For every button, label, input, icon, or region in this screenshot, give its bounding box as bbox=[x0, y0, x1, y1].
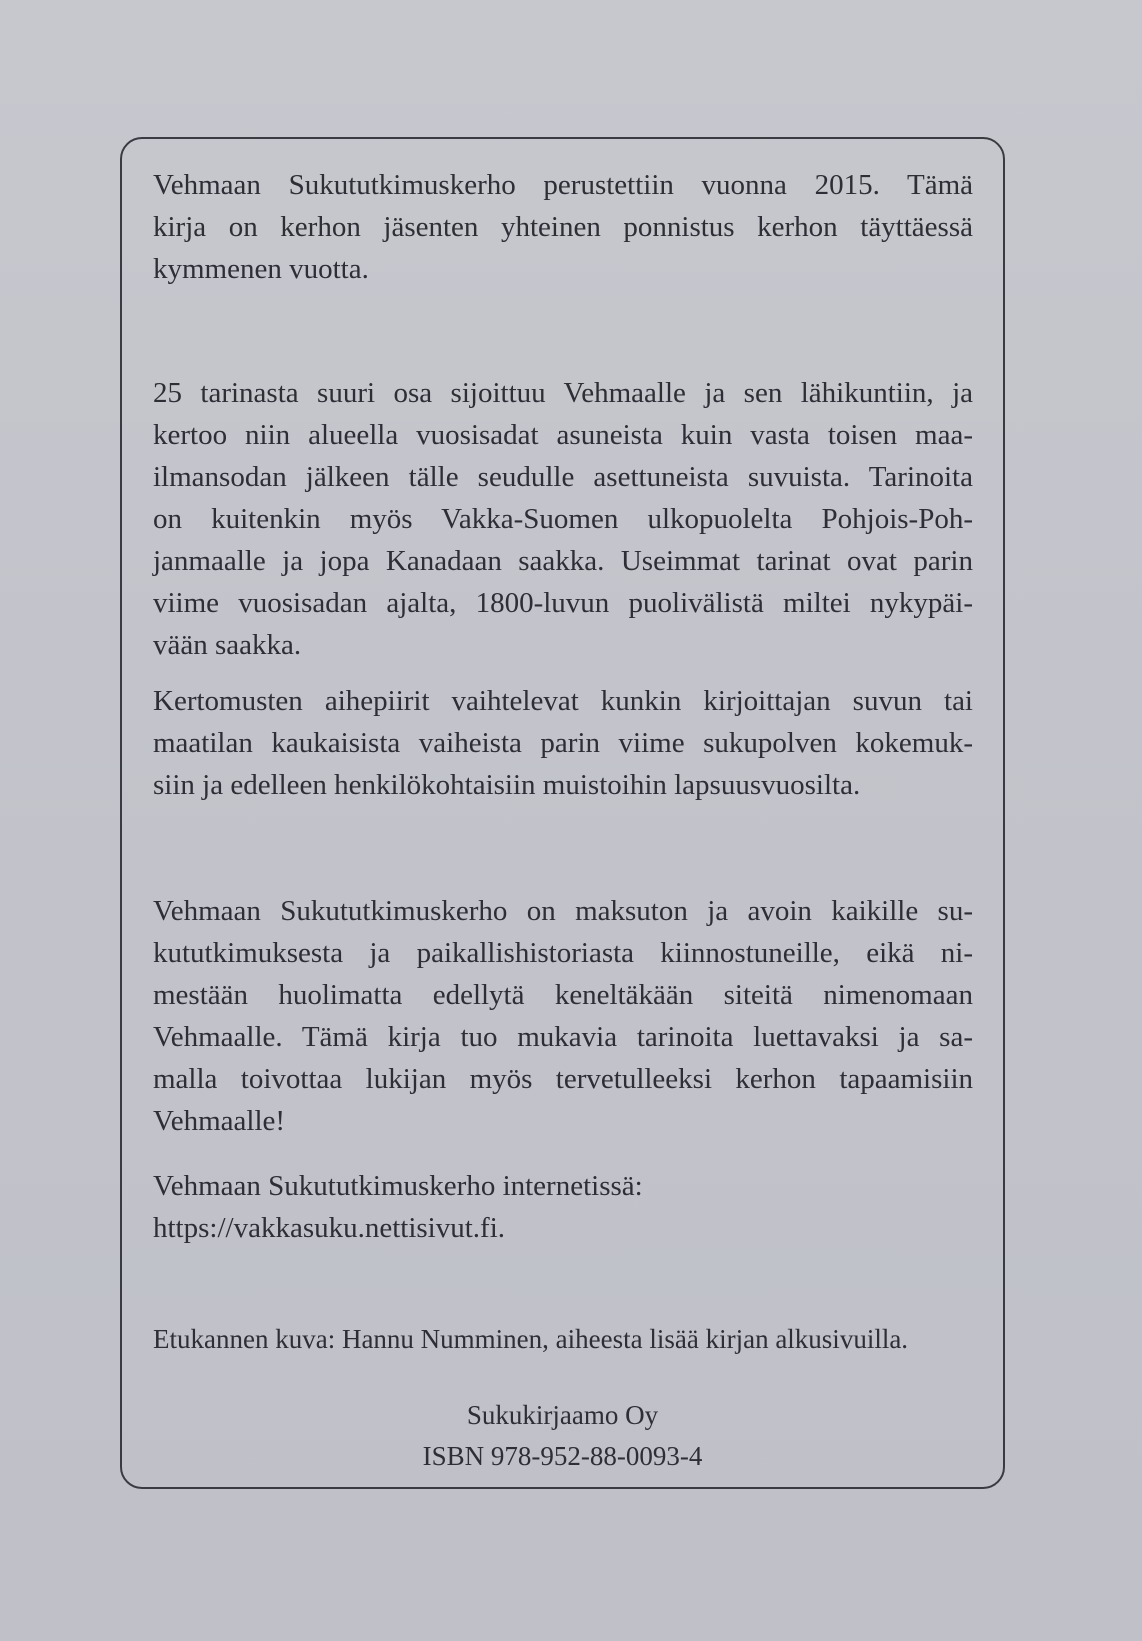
website-paragraph bbox=[153, 1165, 973, 1249]
text-line: 25 tarinasta suuri osa sijoittuu Vehmaalle ja sen lähikuntiin, ja bbox=[153, 377, 973, 409]
publisher-name: Sukukirjaamo Oy bbox=[466, 1400, 659, 1430]
text-line: Vehmaalle! bbox=[153, 1105, 286, 1137]
text-line: kirja on kerhon jäsenten yhteinen ponnistus kerhon täyttäessä bbox=[153, 211, 973, 243]
text-line: viime vuosisadan ajalta, 1800-luvun puolivälistä miltei nykypäi- bbox=[153, 587, 973, 619]
text-line: kymmenen vuotta. bbox=[153, 253, 369, 285]
text-line: kututkimuksesta ja paikallishistoriasta kiinnostuneille, eikä ni- bbox=[153, 937, 973, 969]
themes-paragraph bbox=[153, 680, 973, 806]
club-paragraph bbox=[153, 890, 973, 1142]
text-line: Vehmaalle. Tämä kirja tuo mukavia tarinoita luettavaksi ja sa- bbox=[153, 1021, 973, 1053]
text-line: Kertomusten aihepiirit vaihtelevat kunkin kirjoittajan suvun tai bbox=[153, 685, 973, 717]
text-line: Vehmaan Sukututkimuskerho on maksuton ja avoin kaikille su- bbox=[153, 895, 973, 927]
text-frame bbox=[120, 137, 1005, 1489]
stories-paragraph bbox=[153, 372, 973, 666]
text-line: on kuitenkin myös Vakka-Suomen ulkopuolelta Pohjois-Poh- bbox=[153, 503, 973, 535]
text-line: siin ja edelleen henkilökohtaisiin muistoihin lapsuusvuosilta. bbox=[153, 769, 861, 801]
text-line: mestään huolimatta edellytä keneltäkään siteitä nimenomaan bbox=[153, 979, 973, 1011]
text-line: ilmansodan jälkeen tälle seudulle asettuneista suvuista. Tarinoita bbox=[153, 461, 973, 493]
cover-photo-credit: Etukannen kuva: Hannu Numminen, aiheesta lisää kirjan alkusivuilla. bbox=[153, 1324, 909, 1354]
website-url: https://vakkasuku.nettisivut.fi. bbox=[153, 1212, 506, 1244]
intro-paragraph bbox=[153, 164, 973, 290]
text-line: janmaalle ja jopa Kanadaan saakka. Useimmat tarinat ovat parin bbox=[153, 545, 973, 577]
text-line: malla toivottaa lukijan myös tervetulleeksi kerhon tapaamisiin bbox=[153, 1063, 973, 1095]
text-line: Vehmaan Sukututkimuskerho perustettiin vuonna 2015. Tämä bbox=[153, 169, 973, 201]
isbn: ISBN 978-952-88-0093-4 bbox=[422, 1441, 703, 1471]
text-line: maatilan kaukaisista vaiheista parin viime sukupolven kokemuk- bbox=[153, 727, 973, 759]
text-line: Vehmaan Sukututkimuskerho internetissä: bbox=[153, 1170, 643, 1202]
text-line: kertoo niin alueella vuosisadat asuneista kuin vasta toisen maa- bbox=[153, 419, 973, 451]
text-line: vään saakka. bbox=[153, 629, 302, 661]
